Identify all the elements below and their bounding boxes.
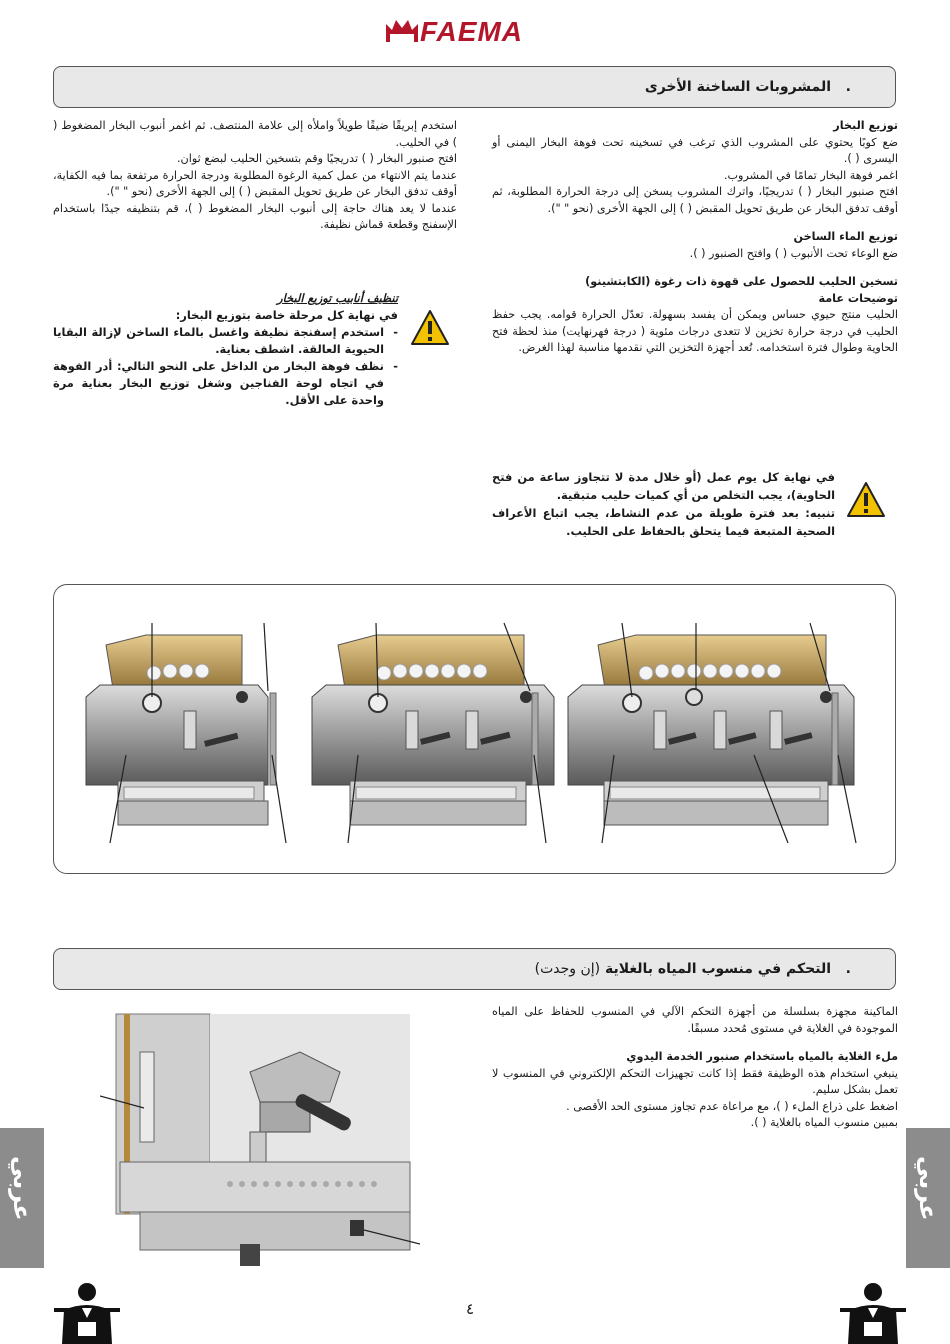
cleaning-step: - استخدم إسفنجة نظيفة واغسل بالماء الساخن لإزالة البقايا الحيوية العالقة. اشطف بعناية. bbox=[53, 325, 398, 356]
brand-name: FAEMA bbox=[420, 16, 523, 47]
warning-icon bbox=[846, 480, 886, 520]
subheading: توزيع البخار bbox=[833, 119, 898, 132]
paragraph: افتح صنبور البخار ( ) تدريجيًا وقم بتسخين الحليب لبضع ثوان. bbox=[176, 152, 457, 165]
machine-two-groups bbox=[312, 635, 554, 825]
machine-detail-photo bbox=[100, 1012, 420, 1274]
steam-and-water-text bbox=[492, 118, 898, 357]
paragraph: افتح صنبور البخار ( ) تدريجيًا، واترك المشروب يسخن إلى درجة الحرارة المطلوبة، ثم أوقف تدفق البخار عن طريق تحويل المقبض ( ) إلى الجهة الأخرى (نحو " "). bbox=[492, 185, 898, 215]
espresso-machines-drawing bbox=[54, 585, 895, 873]
machine-three-groups bbox=[568, 635, 854, 825]
language-tab-left bbox=[0, 1128, 44, 1268]
section-title-suffix: (إن وجدت) bbox=[534, 961, 601, 977]
section-header-hot-drinks: . المشروبات الساخنة الأخرى bbox=[53, 66, 896, 108]
group-head-closeup-drawing bbox=[100, 1012, 420, 1274]
section-title: التحكم في منسوب المياه بالغلاية (إن وجدت) bbox=[534, 961, 831, 977]
milk-storage-warning bbox=[492, 468, 835, 540]
cleaning-step: - نظف فوهة البخار من الداخل على النحو التالي: أدر الفوهة في اتجاه لوحة الفناجين وشغل توزيع البخار بعناية مرة واحدة على الأقل. bbox=[53, 359, 398, 407]
paragraph: عندما لا يعد هناك حاجة إلى أنبوب البخار المضغوط ( )، قم بتنظيفه جيدًا باستخدام الإسفنج وقطعة قماش نظيفة. bbox=[53, 201, 457, 231]
milk-frothing-text bbox=[53, 118, 457, 234]
steam-wand-cleaning-warning bbox=[53, 290, 398, 409]
subheading: توزيع الماء الساخن bbox=[793, 230, 898, 243]
language-tab-label: عربي bbox=[914, 1156, 942, 1221]
paragraph: اغمر فوهة البخار تمامًا في المشروب. bbox=[723, 168, 898, 182]
language-tab-label: عربي bbox=[8, 1156, 36, 1221]
paragraph: عندما يتم الانتهاء من عمل كمية الرغوة المطلوبة ودرجة الحرارة مرتفعة بما فيه الكفاية، أوقف تدفق البخار عن طريق تحويل المقبض ( ) إلى الجهة الأخرى (نحو " "). bbox=[53, 168, 457, 198]
subheading: توضيحات عامة bbox=[818, 291, 898, 305]
paragraph: اضغط على ذراع الملء ( )، مع مراعاة عدم تجاوز مستوى الحد الأقصى . bbox=[566, 1099, 898, 1113]
paragraph: ينبغي استخدام هذه الوظيفة فقط إذا كانت تجهيزات التحكم الإلكتروني في المنسوب لا تعمل بشكل سليم. bbox=[492, 1066, 898, 1096]
paragraph: استخدم إبريقًا ضيقًا طويلاً واملأه إلى علامة المنتصف. ثم اغمر أنبوب البخار المضغوط ( ) في الحليب. bbox=[53, 119, 457, 149]
subheading: ملء الغلاية بالمياه باستخدام صنبور الخدمة اليدوي bbox=[626, 1050, 898, 1063]
boiler-level-text bbox=[492, 1004, 898, 1132]
paragraph: ضع الوعاء تحت الأنبوب ( ) وافتح الصنبور ( ). bbox=[689, 246, 898, 260]
milk-warning-line: في نهاية كل يوم عمل (أو خلال مدة لا تتجاوز ساعة من فتح الحاوية)، يجب التخلص من أي كميات حليب متبقية. bbox=[492, 470, 835, 502]
paragraph: ضع كوبًا يحتوي على المشروب الذي ترغب في تسخينه تحت فوهة البخار اليمنى أو اليسرى ( ). bbox=[492, 135, 898, 165]
faema-logo bbox=[380, 14, 570, 48]
machines-illustration bbox=[53, 584, 896, 874]
cleaning-lead: في نهاية كل مرحلة خاصة بتوزيع البخار: bbox=[175, 308, 398, 322]
warning-icon bbox=[410, 308, 450, 348]
section-title: المشروبات الساخنة الأخرى bbox=[644, 79, 831, 95]
language-tab-right bbox=[906, 1128, 950, 1268]
paragraph: الحليب منتج حيوي حساس ويمكن أن يفسد بسهولة. تعدّل الحرارة قوامه. يجب حفظ الحليب في درجة حرارة تخزين لا تتعدى درجات مئوية ( درجة فهرنهايت) منذ لحظة فتح الحاوية وطوال فترة استخدامه. تُعد أجهزة التخزين التي نقدمها مناسبة لهذا الغرض. bbox=[492, 308, 898, 354]
waiter-icon bbox=[838, 1282, 908, 1344]
paragraph: الماكينة مجهزة بسلسلة من أجهزة التحكم الآلي في المنسوب للحفاظ على المياه الموجودة في الغلاية في مستوى مُحدد مسبقًا. bbox=[492, 1005, 898, 1035]
page-number: ٤ bbox=[466, 1300, 475, 1318]
section-header-boiler-level: . التحكم في منسوب المياه بالغلاية (إن وجدت) bbox=[53, 948, 896, 990]
crown-icon bbox=[384, 18, 420, 46]
cleaning-title: تنظيف أنابيب توزيع البخار bbox=[277, 291, 398, 305]
waiter-icon bbox=[52, 1282, 122, 1344]
paragraph: بمبين منسوب المياه بالغلاية ( ). bbox=[750, 1116, 898, 1129]
subheading: تسخين الحليب للحصول على قهوة ذات رغوة (الكابتشينو) bbox=[585, 275, 898, 288]
milk-warning-line: تنبيه: بعد فترة طويلة من عدم النشاط، يجب اتباع الأعراف الصحية المتبعة فيما يتحلق بالحفاظ على الحليب. bbox=[492, 506, 835, 538]
machine-one-group bbox=[86, 635, 276, 825]
